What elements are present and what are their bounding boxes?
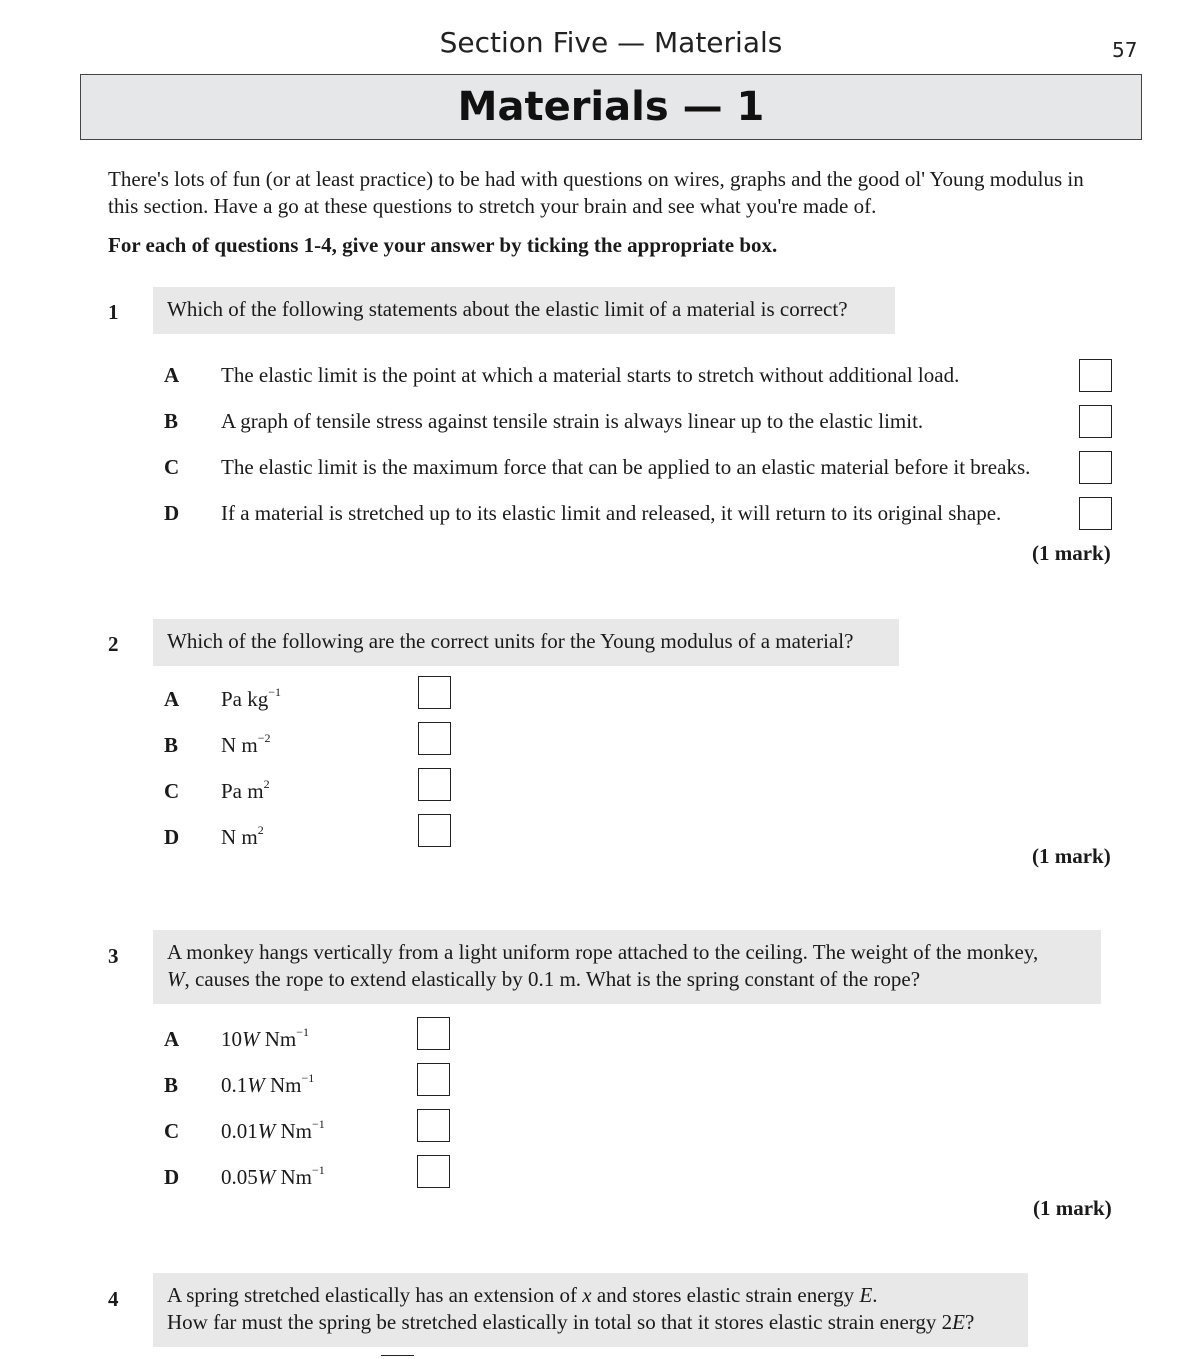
question-4-prompt: A spring stretched elastically has an extension of x and stores elastic strain energy E. How far must the spring be stretched elastically in total so that it stores elastic strain energy 2E? xyxy=(153,1273,1028,1347)
intro-paragraph: There's lots of fun (or at least practice) to be had with questions on wires, graphs and the good ol' Young modulus in this section. Have a go at these questions to stretch your brain and see what you're made of. xyxy=(108,167,1084,218)
q1-option-a-text: The elastic limit is the point at which a material starts to stretch without additional load. xyxy=(221,363,960,387)
q2-option-d-letter: D xyxy=(164,825,180,849)
q2-option-b-text: N $m^{-2}$ xyxy=(221,731,271,757)
section-header: Section Five — Materials xyxy=(439,26,783,59)
question-2-number: 2 xyxy=(108,632,119,656)
question-4-number: 4 xyxy=(108,1287,119,1311)
q1-option-d-text: If a material is stretched up to its elastic limit and released, it will return to its original shape. xyxy=(221,501,1002,525)
q3-marks: (1 mark) xyxy=(1033,1196,1112,1220)
q1-option-a-letter: A xyxy=(164,363,180,387)
q3-option-d-letter: D xyxy=(164,1165,180,1189)
question-3-number: 3 xyxy=(108,944,119,968)
q2-option-c-letter: C xyxy=(164,779,180,803)
q1-option-b-text: A graph of tensile stress against tensile strain is always linear up to the elastic limit. xyxy=(221,409,924,433)
q3-option-b-checkbox[interactable] xyxy=(417,1063,450,1096)
q2-option-c-text: Pa $m^2$ xyxy=(221,777,270,803)
q3-option-d-text: 0.05W $Nm^{-1}$ xyxy=(221,1163,325,1189)
q1-option-a-checkbox[interactable] xyxy=(1079,359,1112,392)
q3-option-b-text: 0.1W $Nm^{-1}$ xyxy=(221,1071,315,1097)
q1-option-c-checkbox[interactable] xyxy=(1079,451,1112,484)
q1-marks: (1 mark) xyxy=(1032,541,1111,565)
q4-checkbox-partial[interactable] xyxy=(381,1355,414,1359)
title-banner xyxy=(80,74,1142,140)
q2-option-b-checkbox[interactable] xyxy=(418,722,451,755)
q2-option-a-checkbox[interactable] xyxy=(418,676,451,709)
q2-option-a-letter: A xyxy=(164,687,180,711)
question-2-prompt: Which of the following are the correct units for the Young modulus of a material? xyxy=(153,619,899,666)
q3-option-c-checkbox[interactable] xyxy=(417,1109,450,1142)
question-1-number: 1 xyxy=(108,300,119,324)
q1-option-b-checkbox[interactable] xyxy=(1079,405,1112,438)
q3-option-a-text: 10W $Nm^{-1}$ xyxy=(221,1025,310,1051)
q1-option-c-letter: C xyxy=(164,455,180,479)
q2-option-c-checkbox[interactable] xyxy=(418,768,451,801)
question-3-prompt: A monkey hangs vertically from a light uniform rope attached to the ceiling. The weight of the monkey, W, causes the rope to extend elastically by 0.1 m. What is the spring constant of the rope? xyxy=(153,930,1101,1004)
q2-marks: (1 mark) xyxy=(1032,844,1111,868)
q2-option-b-letter: B xyxy=(164,733,179,757)
q2-option-d-text: N $m^2$ xyxy=(221,823,264,849)
q2-option-d-checkbox[interactable] xyxy=(418,814,451,847)
q1-option-c-text: The elastic limit is the maximum force that can be applied to an elastic material before it breaks. xyxy=(221,455,1031,479)
q3-option-c-letter: C xyxy=(164,1119,180,1143)
q1-option-d-letter: D xyxy=(164,501,180,525)
q1-option-d-checkbox[interactable] xyxy=(1079,497,1112,530)
q2-option-a-text: Pa $kg^{-1}$ xyxy=(221,685,282,711)
page-number: 57 xyxy=(1112,38,1138,62)
q3-option-b-letter: B xyxy=(164,1073,179,1097)
instruction-text: For each of questions 1-4, give your answer by ticking the appropriate box. xyxy=(108,233,778,257)
q3-option-c-text: 0.01W $Nm^{-1}$ xyxy=(221,1117,325,1143)
q3-option-a-checkbox[interactable] xyxy=(417,1017,450,1050)
q3-option-a-letter: A xyxy=(164,1027,180,1051)
page-title: Materials — 1 xyxy=(457,84,765,130)
question-1-prompt: Which of the following statements about the elastic limit of a material is correct? xyxy=(153,287,895,334)
q1-option-b-letter: B xyxy=(164,409,179,433)
q3-option-d-checkbox[interactable] xyxy=(417,1155,450,1188)
